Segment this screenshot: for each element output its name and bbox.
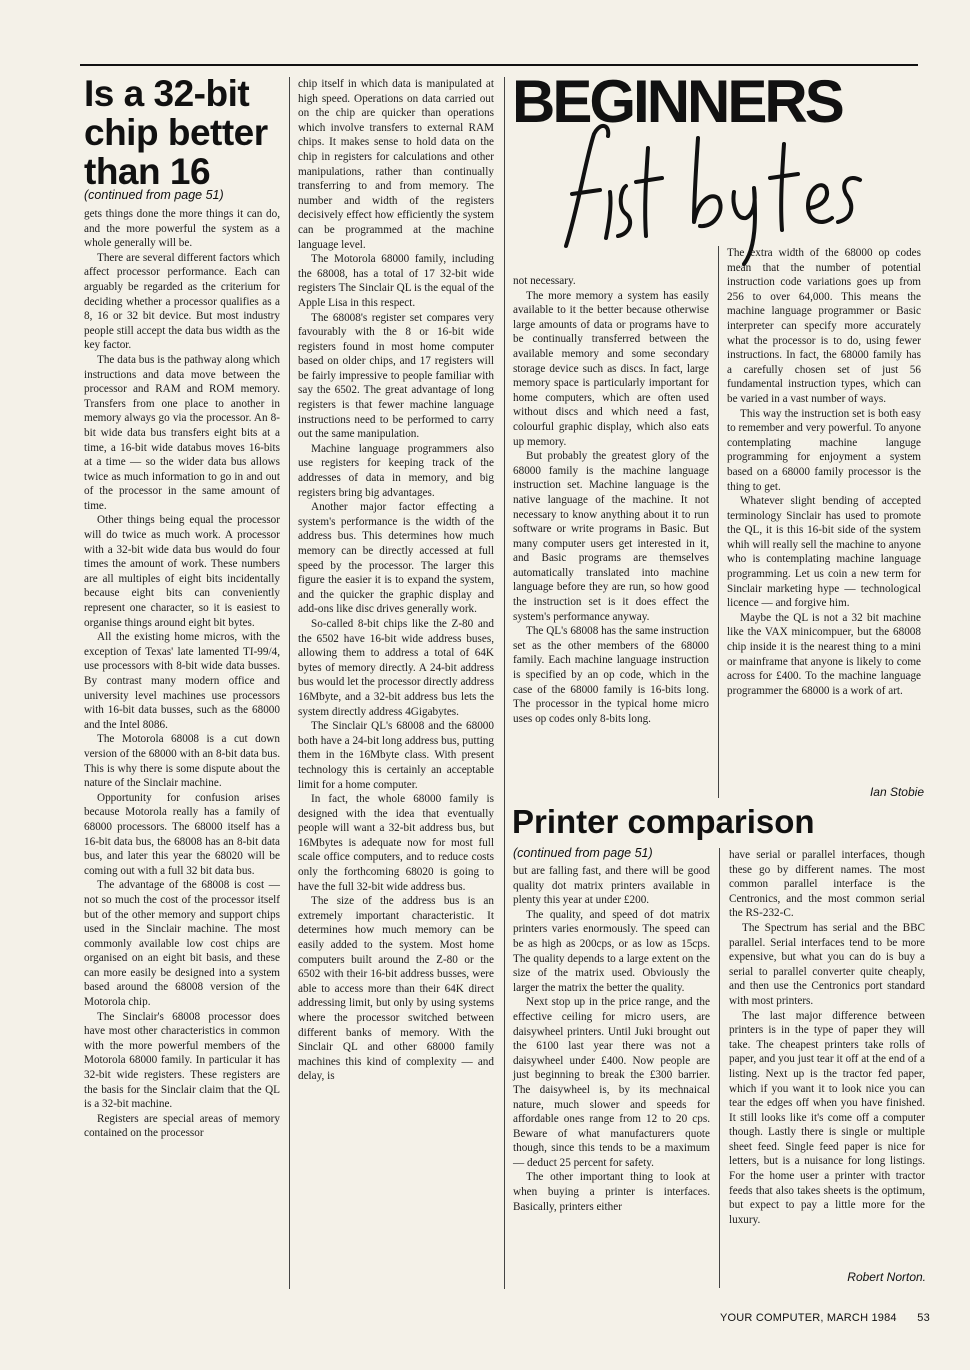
publication-name: YOUR COMPUTER, MARCH 1984 — [720, 1312, 897, 1324]
paragraph: have serial or parallel interfaces, though these go by different names. The most common parallel interface is the Centronics, and the most common serial the RS-232-C. — [729, 849, 925, 920]
paragraph: The quality, and speed of dot matrix printers varies enormously. The speed can be as high as 200cps, or as low as 15cps. The quality depends to a large extent on the size of the matrix used. Obviously the larger the matrix the better the quality. — [513, 908, 710, 994]
paragraph: The Motorola 68008 is a cut down version of the 68000 with an 8-bit data bus. This is why there is some dispute about the nature of the Sinclair machine. — [84, 733, 280, 790]
paragraph: The 68008's register set compares very favourably with the 8 or 16-bit wide registers found in most home computer based on older chips, and 17 registers will be fairly impressive to people familiar with say the 6502. The great advantage of long registers is that fewer machine language instructions need to be performed to carry out the same manipulation. — [298, 311, 494, 441]
paragraph: Next stop up in the price range, and the effective ceiling for micro users, are daisywheel printers. Until Juki brought out the 6100 last year there was not a daisywheel under £400. Now people are just beginning to break the £300 barrier. The daisywheel is, by its mechnaical nature, much slower and speeds for affordable ones range from 12 to 20 cps. Beware of what manufacturers quote though, since this tends to be a maximum — deduct 25 percent for safety. — [513, 996, 710, 1169]
byline-robert-norton: Robert Norton. — [847, 1270, 926, 1284]
beginners-title: BEGINNERS — [512, 68, 842, 135]
paragraph: The last major difference between printers is in the type of paper they will take. The cheapest printers take rolls of paper, and you just tear it off at the end of a listing. Next up is the tractor fed paper, which if you want it to look nice you can tear the edges off when you have finished. It still looks like it's come off a computer though. Lastly there is single or multiple sheet feed. Single feed paper is nice for letters, but is a nuisance for long listings. For the home user a printer with tractor feeds that also takes sheets is the optimum, but expect to pay a little more for the luxury. — [729, 1009, 925, 1226]
column-4 — [727, 246, 921, 698]
paragraph: The Motorola 68000 family, including the 68008, has a total of 17 32-bit wide registers The Sinclair QL is the equal of the Apple Lisa in this respect. — [298, 253, 494, 309]
paragraph: chip itself in which data is manipulated at high speed. Operations on data carried out on the chip are quicker than operations which involve transfers to external RAM chips. It makes sense to hold data on the chip in registers for calculations and other manipulations, rather than continually transferring to and from memory. The number and width of the registers decisively effect how efficiently the system can be programmed at the machine language level. — [298, 78, 494, 251]
column-3 — [513, 274, 709, 726]
paragraph: Another major factor effecting a system's performance is the width of the address bus. This determines how much memory can be directly accessed at full speed by the processor. The larger this figure the easier it is to expand the system, and the quicker the graphic display and add-ons like disc drives generally work. — [298, 501, 494, 616]
paragraph: Other things being equal the processor will do twice as much work. A processor with a 32-bit wide data bus would do four times the amount of work. These numbers are all multiples of eight bits incidentally because eight bits can conveniently represent one character, so it is easiest to organise things around eight bit bytes. — [84, 514, 280, 629]
paragraph: This way the instruction set is both easy to remember and very powerful. To anyone contemplating machine languge programming for enjoyment a system based on a 68000 family processor is the thing to get. — [727, 407, 921, 493]
paragraph: The more memory a system has easily available to it the better because otherwise large amounts of data or programs have to be continually transferred between the available memory and some secondary storage device such as discs. In fact, large memory space is particularly important for home computers, which are often used without discs and which need a fast, colourful graphic display, which also eats up memory. — [513, 289, 709, 448]
paragraph: The advantage of the 68008 is cost — not so much the cost of the processor itself but of the other memory and support chips used in the Sinclair machine. The most commonly available low cost chips are organised on an eight bit basis, and these can more easily be designed into a system based around the 68008 version of the Motorola chip. — [84, 879, 280, 1009]
continued-note: (continued from page 51) — [513, 846, 653, 860]
paragraph: The data bus is the pathway along which instructions and data move between the processor and RAM and ROM memory. Transfers from one place to another in memory always go via the processor. An 8-bit wide data bus transfers eight bits at a time, a 16-bit wide databus moves 16-bits at a time — so the wider data bus allows twice as much information to go in and out of the processor in the same amount of time. — [84, 353, 280, 512]
paragraph: There are several different factors which affect processor performance. Each can arguably be regarded as the criterium for deciding whether a processor qualifies as a 8, 16 or 32 bit device. But most industry people still accept the data bus width as the key factor. — [84, 251, 280, 352]
paragraph: The Sinclair QL's 68008 and the 68000 both have a 24-bit long address bus, putting them in the 16Mbyte class. With present technology this is certainly an acceptable limit for a home computer. — [298, 720, 494, 791]
paragraph: The other important thing to look at when buying a printer is interfaces. Basically, printers either — [513, 1171, 710, 1213]
paragraph: Maybe the QL is not a 32 bit machine like the VAX minicompuer, but the 68008 chip inside it is the nearest thing to a mini or mainframe that anyone is likely to come across for £400. To the machine language programmer the 68000 is a work of art. — [727, 611, 921, 697]
paragraph: Whatever slight bending of accepted terminology Sinclair has used to promote the QL, it is this 16-bit side of the system whih will really sell the machine to anyone who is contemplating machine language programming. Let us coin a new term for Sinclair marketing hype — technological licence — and forgive him. — [727, 495, 921, 610]
paragraph: Registers are special areas of memory contained on the processor — [84, 1112, 280, 1140]
paragraph: So-called 8-bit chips like the Z-80 and the 6502 have 16-bit wide address buses, allowing them to address a total of 64K bytes of memory directly. A 24-bit address bus would let the processor directly address 16Mbyte, and a 32-bit address bus lets the system directly address 4Gigabytes. — [298, 617, 494, 718]
top-rule — [80, 64, 918, 66]
paragraph: The Spectrum has serial and the BBC parallel. Serial interfaces tend to be more expensive, but what you can do is buy a serial to parallel converter quite cheaply, and then use the Centronics port standard with most printers. — [729, 921, 925, 1007]
paragraph: not necessary. — [513, 275, 576, 287]
column-5 — [513, 864, 710, 1214]
paragraph: Opportunity for confusion arises because Motorola really has a family of 68000 processors. The 68000 itself has a 16-bit data bus, the 68008 has an 8-bit data bus, and later this year the 68020 will be coming out with a full 32 bit data bus. — [84, 791, 280, 877]
paragraph: The size of the address bus is an extremely important characteristic. It determines how much memory can be easily added to the system. Most home computers built around the Z-80 or the 6502 with their 16-bit address busses, were able to access more than their 64K direct addressing limit, but only by using systems where the processor switched between different banks of memory. With the Sinclair QL and other 68000 family machines this kind of complexity — and delay, is — [298, 895, 494, 1083]
paragraph: The Sinclair's 68008 processor does have most other characteristics in common with the more powerful members of the Motorola 68000 family. In particular it has 32-bit wide registers. These registers are the basis for the Sinclair claim that the QL is a 32-bit machine. — [84, 1010, 280, 1111]
paragraph: but are falling fast, and there will be good quality dot matrix printers available in plenty this year at under £200. — [513, 865, 710, 907]
column-6 — [729, 848, 925, 1227]
page-footer — [720, 1312, 930, 1324]
paragraph: All the existing home micros, with the exception of Texas' late lamented TI-99/4, use processors with 8-bit wide data busses. By contrast many modern office and university level machines use processors with 16-bit data busses, such as the 68000 and the Intel 8086. — [84, 631, 280, 731]
column-2 — [298, 77, 494, 1084]
column-divider — [718, 246, 719, 798]
page-number: 53 — [917, 1312, 930, 1324]
column-1 — [84, 207, 280, 1141]
paragraph: But probably the greatest glory of the 68000 family is the machine language instruction set. Machine language is the native language of the machine. It not necessary to know anything about it to run software or write programs in Basic. But many computer users get interested in it, and Basic programs are themselves automatically translated into machine language before they are run, so how good the instruction set is it does effect the system's performance anyway. — [513, 450, 709, 623]
column-divider — [719, 848, 720, 1288]
article-headline: Is a 32-bit chip better than 16 — [84, 73, 268, 192]
paragraph: In fact, the whole 68000 family is designed with the idea that eventually people will want a 32-bit address bus, but 16Mbytes is adequate now for most full scale office computers, and to reduce costs only the forthcoming 68020 is going to have the full 32-bit wide address bus. — [298, 793, 494, 893]
paragraph: Machine language programmers also use registers for keeping track of the addresses of data in memory, and big registers bring big advantages. — [298, 442, 494, 499]
paragraph: The QL's 68008 has the same instruction set as the other members of the 68000 family. Each machine language instruction is specified by an op code, which in the case of the 68000 family is 16-bits long. The processor in the typical home micro uses op codes only 8-bits long. — [513, 625, 709, 725]
continued-note: (continued from page 51) — [84, 188, 224, 202]
column-divider — [289, 77, 290, 1289]
paragraph: The extra width of the 68000 op codes mean that the number of potential instruction code variations goes up from 256 to over 64,000. This means the machine language programmer or Basic interpreter can specify more accurately what the processor is to do, using fewer instructions. In fact, the 68000 family has a carefully chosen set of just 56 fundamental instruction types, which can be varied in a vast number of ways. — [727, 247, 921, 405]
paragraph: gets things done the more things it can do, and the more powerful the system as a whole generally will be. — [84, 208, 280, 250]
byline-ian-stobie: Ian Stobie — [869, 785, 924, 799]
printer-headline: Printer comparison — [512, 803, 815, 840]
column-divider — [504, 77, 505, 1289]
